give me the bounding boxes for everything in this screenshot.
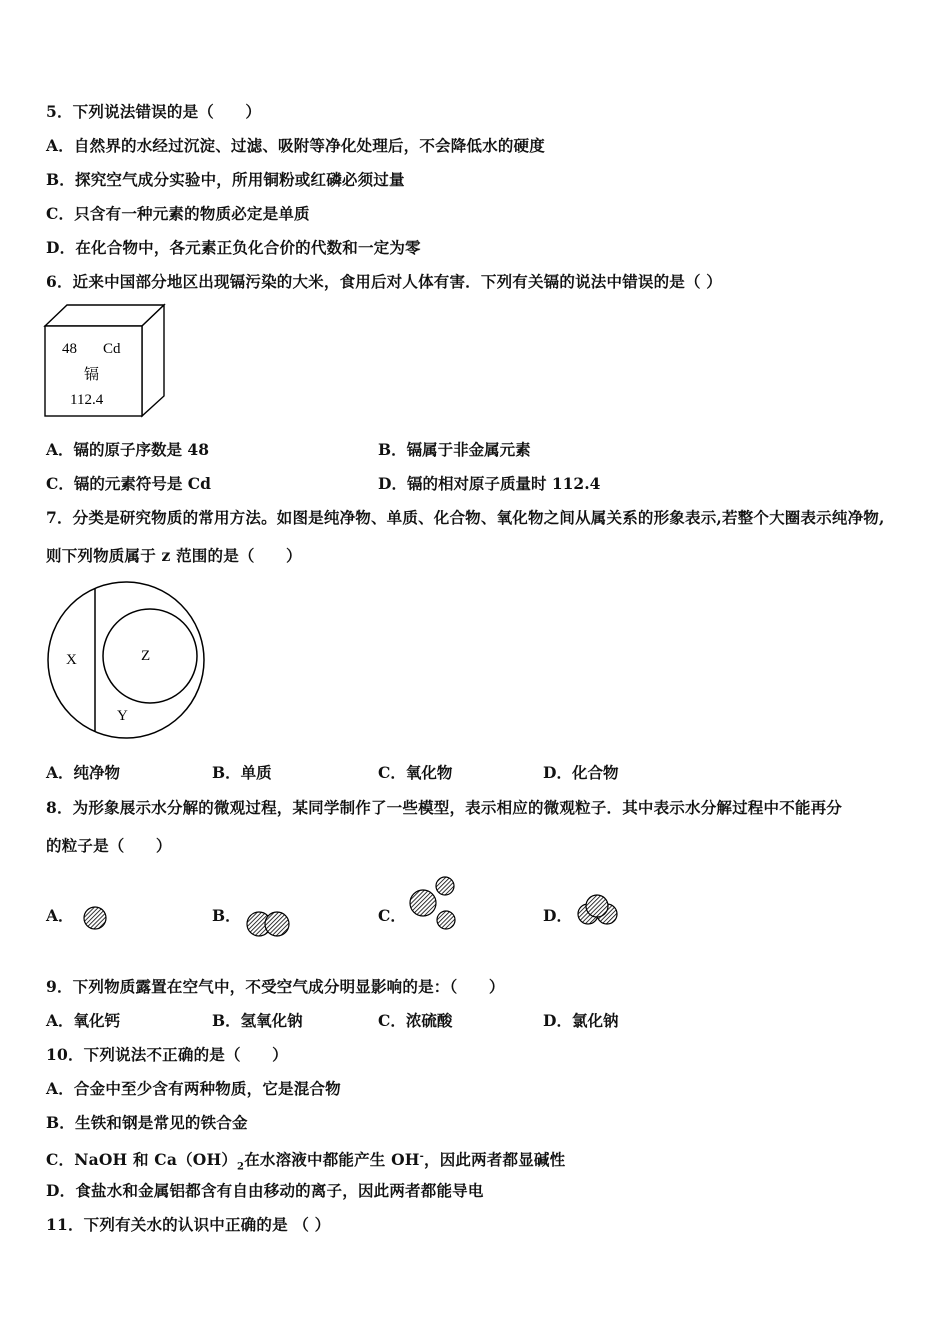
- q8-option-a[interactable]: A．: [46, 906, 74, 925]
- q9-option-d[interactable]: D．氯化钠: [543, 1011, 619, 1030]
- q8-stem-line1: 8．为形象展示水分解的微观过程，某同学制作了一些模型，表示相应的微观粒子．其中表示水分解过程中不能再分: [46, 798, 842, 817]
- q9-stem: 9．下列物质露置在空气中，不受空气成分明显影响的是：（ ）: [46, 977, 505, 996]
- label-x: X: [66, 652, 77, 668]
- element-mass: 112.4: [70, 392, 104, 408]
- q10-option-a[interactable]: A．合金中至少含有两种物质，它是混合物: [46, 1079, 341, 1098]
- q8-option-d[interactable]: D．: [543, 906, 572, 925]
- q10-c-text-middle: 在水溶液中都能产生 OH: [244, 1150, 420, 1170]
- q6-option-b[interactable]: B．镉属于非金属元素: [378, 440, 531, 459]
- q7-option-d[interactable]: D．化合物: [543, 763, 619, 782]
- q9-option-a[interactable]: A．氧化钙: [46, 1011, 121, 1030]
- q10-option-d[interactable]: D．食盐水和金属铝都含有自由移动的离子，因此两者都能导电: [46, 1181, 484, 1200]
- classification-circle-diagram: [46, 580, 208, 740]
- q6-option-c[interactable]: C．镉的元素符号是 Cd: [46, 474, 211, 493]
- q8-option-c[interactable]: C．: [378, 906, 406, 925]
- q5-option-b[interactable]: B．探究空气成分实验中，所用铜粉或红磷必须过量: [46, 170, 405, 189]
- q10-option-b[interactable]: B．生铁和钢是常见的铁合金: [46, 1113, 248, 1132]
- q11-stem: 11．下列有关水的认识中正确的是 （ ）: [46, 1215, 331, 1234]
- q5-option-a[interactable]: A．自然界的水经过沉淀、过滤、吸附等净化处理后，不会降低水的硬度: [46, 136, 545, 155]
- cadmium-element-cube: [44, 304, 166, 418]
- q6-stem: 6．近来中国部分地区出现镉污染的大米，食用后对人体有害．下列有关镉的说法中错误的是（ ）: [46, 272, 722, 291]
- water-molecule-model: [406, 874, 462, 932]
- q10-c-text-end: ，因此两者都显碱性: [424, 1150, 566, 1170]
- single-atom-model: [80, 904, 110, 932]
- q7-option-b[interactable]: B．单质: [212, 763, 272, 782]
- q7-stem-line2: 则下列物质属于 z 范围的是（ ）: [46, 546, 302, 565]
- q9-option-c[interactable]: C．浓硫酸: [378, 1011, 453, 1030]
- q10-c-superscript: -: [419, 1151, 424, 1162]
- q5-stem: 5．下列说法错误的是（ ）: [46, 102, 262, 121]
- q7-stem-line1: 7．分类是研究物质的常用方法。如图是纯净物、单质、化合物、氧化物之间从属关系的形象表示,若整个大圈表示纯净物,: [46, 508, 885, 527]
- label-z: Z: [141, 648, 151, 664]
- q10-stem: 10．下列说法不正确的是（ ）: [46, 1045, 288, 1064]
- element-number: 48: [62, 341, 77, 357]
- label-y: Y: [117, 708, 128, 724]
- triatomic-molecule-model: [574, 892, 622, 928]
- q10-c-subscript: 2: [237, 1161, 245, 1173]
- q8-option-b[interactable]: B．: [212, 906, 241, 925]
- q7-option-a[interactable]: A．纯净物: [46, 763, 121, 782]
- q6-option-d[interactable]: D．镉的相对原子质量时 112.4: [378, 474, 601, 493]
- diatomic-molecule-model: [244, 908, 294, 940]
- q9-option-b[interactable]: B．氢氧化钠: [212, 1011, 303, 1030]
- q5-option-c[interactable]: C．只含有一种元素的物质必定是单质: [46, 204, 310, 223]
- element-symbol: Cd: [103, 341, 121, 357]
- q7-option-c[interactable]: C．氧化物: [378, 763, 453, 782]
- q8-stem-line2: 的粒子是（ ）: [46, 836, 172, 855]
- q6-option-a[interactable]: A．镉的原子序数是 48: [46, 440, 209, 459]
- q5-option-d[interactable]: D．在化合物中，各元素正负化合价的代数和一定为零: [46, 238, 421, 257]
- q10-c-text-start: C．NaOH 和 Ca（OH）: [46, 1150, 238, 1170]
- element-name: 镉: [84, 367, 100, 383]
- q10-option-c[interactable]: [46, 1147, 565, 1177]
